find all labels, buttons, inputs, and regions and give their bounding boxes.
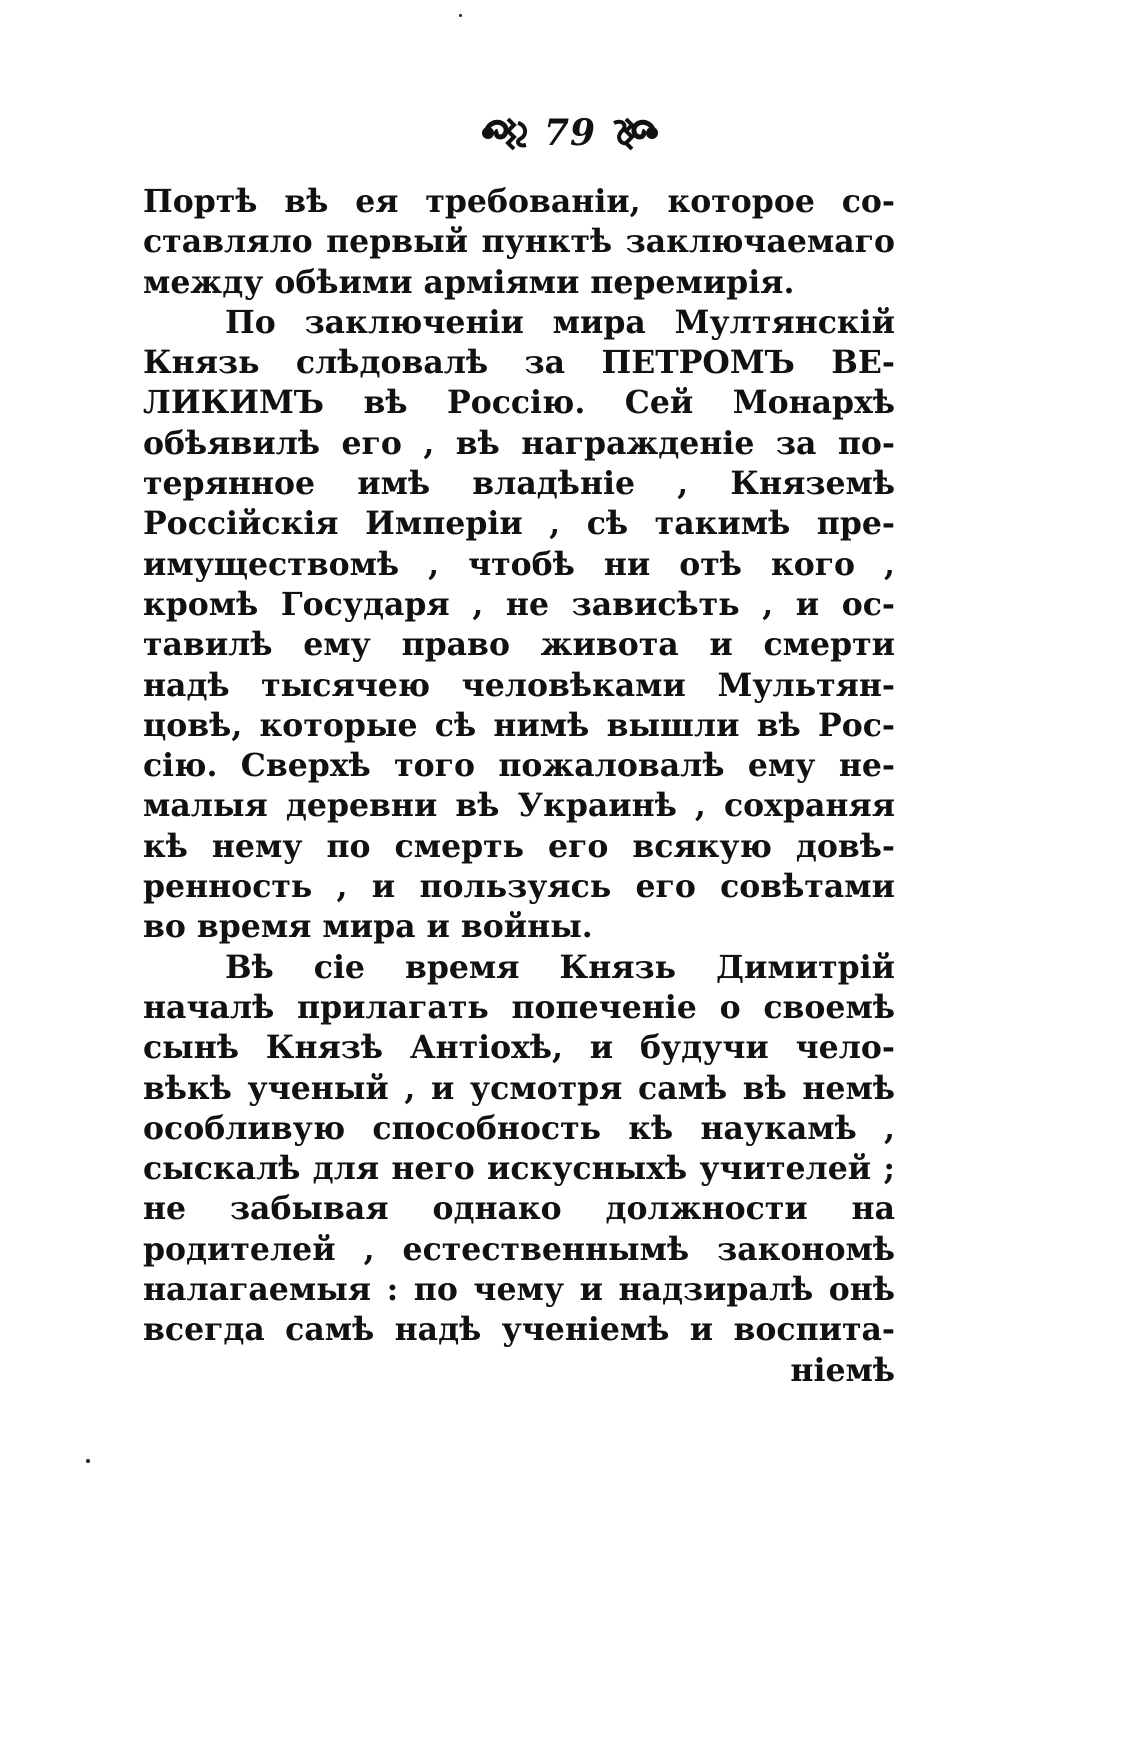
- text-line: ЛИКИМЪ вѣ Россію. Сей Монархѣ: [143, 384, 895, 422]
- text-line: Россійскія Имперіи , сѣ такимѣ пре-: [143, 505, 895, 543]
- ornament-right-icon: [606, 113, 660, 153]
- text-line: кѣ нему по смерть его всякую довѣ-: [143, 827, 895, 865]
- text-line: всегда самѣ надѣ ученіемѣ и воспита-: [143, 1311, 895, 1349]
- text-line: ренность , и пользуясь его совѣтами: [143, 868, 895, 906]
- text-line: вѣкѣ ученый , и усмотря самѣ вѣ немѣ: [143, 1069, 895, 1107]
- text-line: Портѣ вѣ ея требованіи, которое со-: [143, 183, 895, 220]
- text-line: не забывая однако должности на: [143, 1190, 895, 1228]
- text-line: обѣявилѣ его , вѣ награжденіе за по-: [143, 424, 895, 462]
- text-line: ставляло первый пунктѣ заключаемаго: [143, 223, 895, 261]
- text-line: Князь слѣдовалѣ за ПЕТРОМЪ ВЕ-: [143, 344, 895, 382]
- text-line: во время мира и войны.: [143, 908, 593, 946]
- text-line: началѣ прилагать попеченіе о своемѣ: [143, 988, 895, 1026]
- page-header: [0, 108, 1140, 158]
- text-line: По заключеніи мира Мултянскій: [225, 303, 895, 341]
- text-line: сынѣ Князѣ Антіохѣ, и будучи чело-: [143, 1029, 895, 1067]
- page-number: 79: [543, 112, 597, 154]
- text-line: малыя деревни вѣ Украинѣ , сохраняя: [143, 787, 895, 825]
- text-line: сыскалѣ для него искусныхѣ учителей ;: [143, 1150, 895, 1188]
- text-line: кромѣ Государя , не зависѣть , и ос-: [143, 585, 895, 623]
- text-line: родителей , естественнымѣ закономѣ: [143, 1230, 895, 1268]
- text-line: особливую способность кѣ наукамѣ ,: [143, 1109, 895, 1147]
- body-text: [143, 182, 895, 1391]
- text-line: имуществомѣ , чтобѣ ни отѣ кого ,: [143, 545, 895, 583]
- text-line: между обѣими арміями перемирія.: [143, 263, 795, 301]
- text-line: терянное имѣ владѣніе , Княземѣ: [143, 465, 895, 503]
- text-line: тавилѣ ему право живота и смерти: [143, 626, 895, 664]
- scan-speck: [459, 14, 462, 17]
- text-line: цовѣ, которые сѣ нимѣ вышли вѣ Рос-: [143, 706, 895, 744]
- ornament-left-icon: [480, 113, 534, 153]
- catchword: ніемѣ: [790, 1351, 895, 1389]
- text-line: налагаемыя : по чему и надзиралѣ онѣ: [143, 1271, 895, 1309]
- text-line: надѣ тысячею человѣками Мультян-: [143, 666, 895, 704]
- text-line: Вѣ сіе время Князь Димитрій: [225, 948, 895, 986]
- scan-speck: [86, 1459, 90, 1463]
- text-line: сію. Сверхѣ того пожаловалѣ ему не-: [143, 747, 895, 785]
